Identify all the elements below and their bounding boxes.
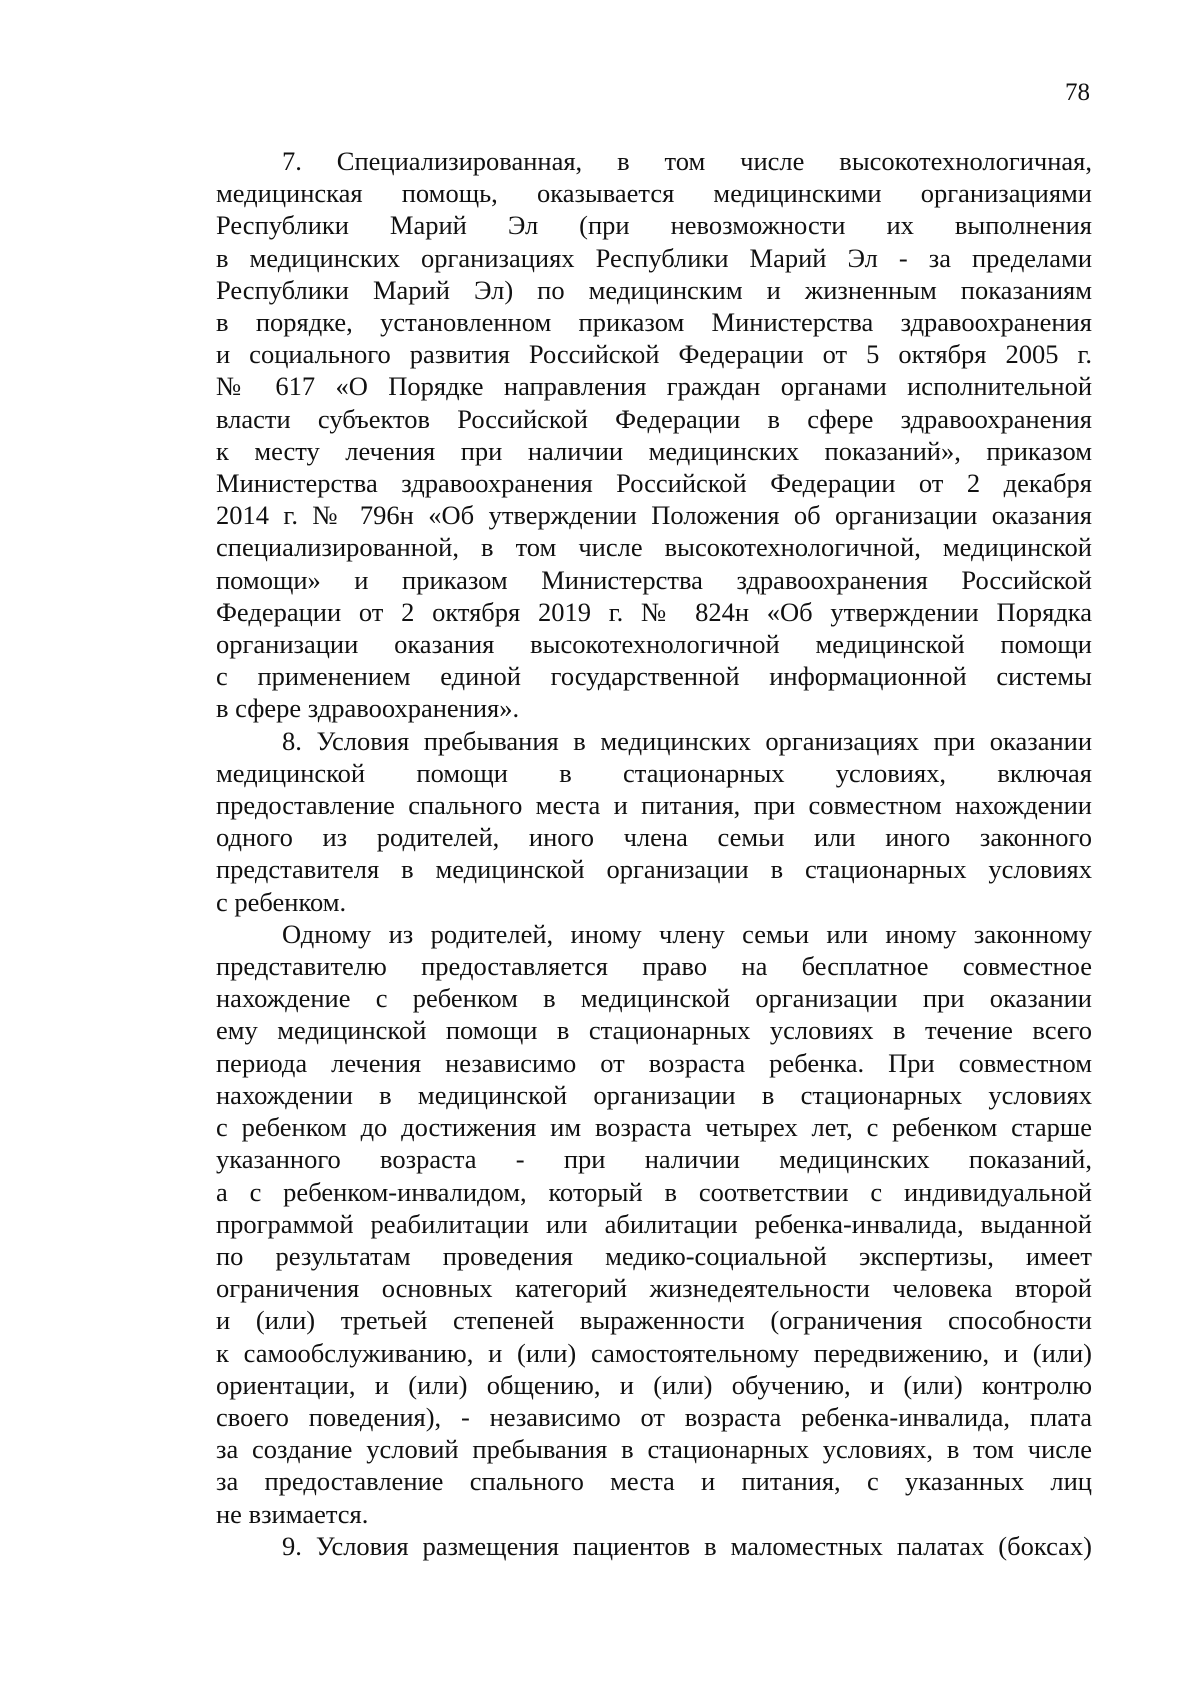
text-line: ему медицинской помощи в стационарных условиях в течение всего [216, 1015, 1092, 1046]
text-line: медицинская помощь, оказывается медицинскими организациями [216, 178, 1092, 209]
text-line: периода лечения независимо от возраста ребенка. При совместном [216, 1047, 1092, 1078]
text-line: Министерства здравоохранения Российской Федерации от 2 декабря [216, 468, 1092, 499]
text-line: к месту лечения при наличии медицинских показаний», приказом [216, 435, 1092, 466]
text-line: 7. Специализированная, в том числе высокотехнологичная, [282, 146, 1092, 176]
text-line: нахождение с ребенком в медицинской организации при оказании [216, 983, 1092, 1014]
text-line: и (или) третьей степеней выраженности (ограничения способности [216, 1305, 1092, 1336]
text-line: одного из родителей, иного члена семьи или иного законного [216, 822, 1092, 853]
page-number: 78 [1065, 79, 1090, 106]
paragraph-7 [216, 145, 1092, 725]
text-line: к самообслуживанию, и (или) самостоятельному передвижению, и (или) [216, 1337, 1092, 1368]
text-line: Республики Марий Эл) по медицинским и жизненным показаниям [216, 274, 1092, 305]
paragraph-8 [216, 725, 1092, 918]
document-body [216, 145, 1092, 1562]
text-line: в порядке, установленном приказом Министерства здравоохранения [216, 307, 1092, 338]
text-line: с ребенком. [216, 886, 347, 917]
text-line: с ребенком до достижения им возраста четырех лет, с ребенком старше [216, 1112, 1092, 1143]
text-line: по результатам проведения медико-социальной экспертизы, имеет [216, 1240, 1092, 1271]
text-line: нахождении в медицинской организации в стационарных условиях [216, 1079, 1092, 1110]
text-line: предоставление спального места и питания, при совместном нахождении [216, 790, 1092, 821]
text-line: 8. Условия пребывания в медицинских организациях при оказании [282, 725, 1092, 756]
text-line: своего поведения), - независимо от возраста ребенка-инвалида, плата [216, 1401, 1092, 1432]
text-line: 2014 г. № 796н «Об утверждении Положения об организации оказания [216, 500, 1092, 531]
text-line: ограничения основных категорий жизнедеятельности человека второй [216, 1273, 1092, 1304]
text-line: медицинской помощи в стационарных условиях, включая [216, 757, 1092, 788]
text-line: в медицинских организациях Республики Марий Эл - за пределами [216, 242, 1092, 273]
text-line: 9. Условия размещения пациентов в маломестных палатах (боксах) [282, 1530, 1092, 1561]
text-line: и социального развития Российской Федерации от 5 октября 2005 г. [216, 339, 1092, 370]
text-line: с применением единой государственной информационной системы [216, 661, 1092, 692]
text-line: специализированной, в том числе высокотехнологичной, медицинской [216, 532, 1092, 563]
text-line: за создание условий пребывания в стационарных условиях, в том числе [216, 1434, 1092, 1465]
text-line: указанного возраста - при наличии медицинских показаний, [216, 1144, 1092, 1175]
text-line: Республики Марий Эл (при невозможности их выполнения [216, 210, 1092, 241]
text-line: за предоставление спального места и питания, с указанных лиц [216, 1466, 1092, 1497]
text-line: представителя в медицинской организации в стационарных условиях [216, 854, 1092, 885]
text-line: Одному из родителей, иному члену семьи или иному законному [282, 918, 1092, 949]
text-line: Федерации от 2 октября 2019 г. № 824н «Об утверждении Порядка [216, 596, 1092, 627]
text-line: власти субъектов Российской Федерации в сфере здравоохранения [216, 403, 1092, 434]
text-line: а с ребенком-инвалидом, который в соответствии с индивидуальной [216, 1176, 1092, 1207]
paragraph-9 [216, 1530, 1092, 1562]
text-line: программой реабилитации или абилитации ребенка-инвалида, выданной [216, 1208, 1092, 1239]
text-line: не взимается. [216, 1498, 369, 1529]
text-line: представителю предоставляется право на бесплатное совместное [216, 951, 1092, 982]
text-line: в сфере здравоохранения». [216, 693, 520, 724]
text-line: № 617 «О Порядке направления граждан органами исполнительной [216, 371, 1092, 402]
text-line: организации оказания высокотехнологичной медицинской помощи [216, 629, 1092, 660]
text-line: ориентации, и (или) общению, и (или) обучению, и (или) контролю [216, 1369, 1092, 1400]
text-line: помощи» и приказом Министерства здравоохранения Российской [216, 564, 1092, 595]
paragraph-8-continued [216, 918, 1092, 1530]
